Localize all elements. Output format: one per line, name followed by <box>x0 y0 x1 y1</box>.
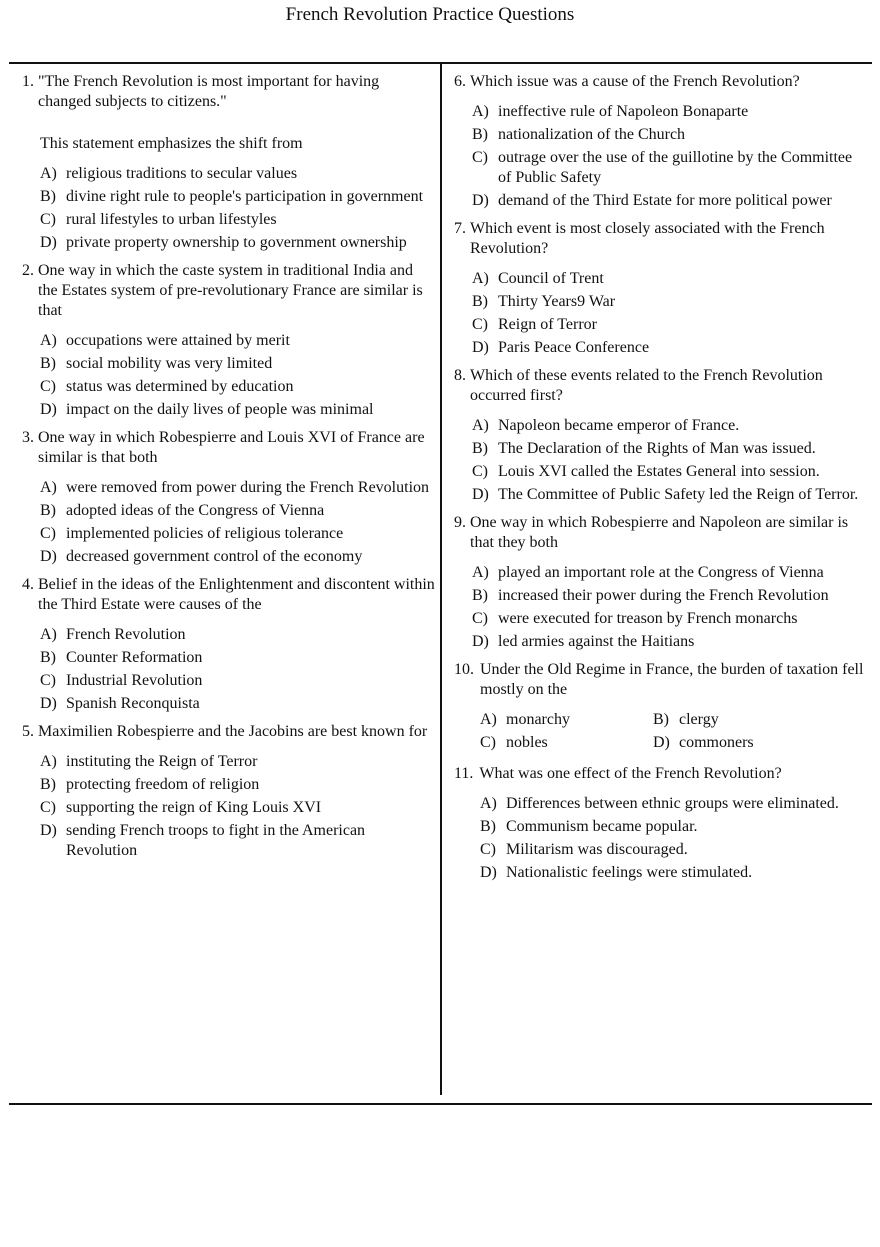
answer-option[interactable] <box>40 671 436 691</box>
option-text: played an important role at the Congress of Vienna <box>498 564 824 581</box>
option-letter: B) <box>653 711 669 728</box>
option-text: status was determined by education <box>66 378 294 395</box>
option-letter: A) <box>472 103 489 120</box>
answer-option[interactable] <box>480 863 869 883</box>
answer-option[interactable] <box>40 164 436 184</box>
option-letter: C) <box>40 211 56 228</box>
question-number: 9. <box>454 514 466 531</box>
option-text: Differences between ethnic groups were eliminated. <box>506 795 839 812</box>
answer-option[interactable] <box>40 752 436 772</box>
answer-option[interactable] <box>472 102 869 122</box>
question-number: 5. <box>22 723 34 740</box>
option-text: Council of Trent <box>498 270 604 287</box>
question-header <box>454 219 869 259</box>
answer-option[interactable] <box>40 210 436 230</box>
answer-option[interactable] <box>40 625 436 645</box>
question <box>22 428 436 567</box>
option-text: instituting the Reign of Terror <box>66 753 258 770</box>
answer-option[interactable] <box>472 485 869 505</box>
answer-options <box>454 102 869 211</box>
answer-option[interactable] <box>40 400 436 420</box>
answer-option[interactable] <box>40 798 436 818</box>
answer-options <box>22 164 436 253</box>
option-text: social mobility was very limited <box>66 355 273 372</box>
option-letter: B) <box>40 776 56 793</box>
answer-option[interactable] <box>472 148 869 188</box>
left-column <box>22 72 436 869</box>
option-text: were removed from power during the French Revolution <box>66 479 430 496</box>
question <box>22 575 436 714</box>
answer-options <box>454 416 869 505</box>
answer-option[interactable] <box>472 609 869 629</box>
answer-option[interactable] <box>480 710 653 730</box>
answer-option[interactable] <box>472 563 869 583</box>
option-letter: D) <box>40 548 57 565</box>
option-letter: C) <box>472 463 488 480</box>
question-number: 2. <box>22 262 34 279</box>
question-text: Which of these events related to the French Revolution occurred first? <box>470 367 823 404</box>
answer-option[interactable] <box>40 501 436 521</box>
option-text: monarchy <box>506 711 570 728</box>
question-text: One way in which the caste system in traditional India and the Estates system of pre-revolutionary France are similar is that <box>38 262 423 319</box>
column-divider <box>440 64 442 1095</box>
answer-option[interactable] <box>40 478 436 498</box>
answer-option[interactable] <box>472 632 869 652</box>
question-header <box>454 660 869 700</box>
option-text: Militarism was discouraged. <box>506 841 688 858</box>
question <box>22 261 436 420</box>
answer-option[interactable] <box>40 821 436 861</box>
option-text: occupations were attained by merit <box>66 332 290 349</box>
bottom-rule <box>9 1103 872 1105</box>
option-letter: C) <box>472 149 488 166</box>
question-number: 1. <box>22 73 34 90</box>
question-text: Which issue was a cause of the French Revolution? <box>470 73 800 90</box>
question-text: Which event is most closely associated with the French Revolution? <box>470 220 825 257</box>
answer-option[interactable] <box>40 377 436 397</box>
option-letter: B) <box>40 188 56 205</box>
question-number: 4. <box>22 576 34 593</box>
option-letter: B) <box>472 293 488 310</box>
question-text: Belief in the ideas of the Enlightenment and discontent within the Third Estate were causes of the <box>38 576 435 613</box>
question-header <box>454 764 869 784</box>
answer-option[interactable] <box>472 269 869 289</box>
option-letter: A) <box>480 711 497 728</box>
option-text: supporting the reign of King Louis XVI <box>66 799 322 816</box>
question-header <box>22 72 436 112</box>
question-stem: This statement emphasizes the shift from <box>40 135 303 152</box>
answer-option[interactable] <box>472 439 869 459</box>
question <box>22 722 436 861</box>
option-text: impact on the daily lives of people was minimal <box>66 401 374 418</box>
answer-option[interactable] <box>480 817 869 837</box>
option-letter: B) <box>40 502 56 519</box>
question <box>454 513 869 652</box>
answer-option[interactable] <box>472 462 869 482</box>
option-letter: A) <box>472 564 489 581</box>
question-number: 6. <box>454 73 466 90</box>
answer-option[interactable] <box>40 331 436 351</box>
option-text: Reign of Terror <box>498 316 597 333</box>
option-letter: C) <box>40 799 56 816</box>
option-letter: D) <box>472 486 489 503</box>
answer-option[interactable] <box>40 187 436 207</box>
question-text: One way in which Robespierre and Napoleon are similar is that they both <box>470 514 849 551</box>
answer-options <box>22 752 436 861</box>
option-text: The Committee of Public Safety led the Reign of Terror. <box>498 486 859 503</box>
question-header <box>22 575 436 615</box>
question <box>454 660 869 756</box>
option-letter: D) <box>472 633 489 650</box>
answer-option[interactable] <box>40 354 436 374</box>
answer-option[interactable] <box>472 292 869 312</box>
answer-options <box>454 710 869 756</box>
option-letter: B) <box>472 587 488 604</box>
option-text: divine right rule to people's participation in government <box>66 188 424 205</box>
question-header <box>454 366 869 406</box>
option-text: nationalization of the Church <box>498 126 686 143</box>
option-letter: C) <box>472 610 488 627</box>
answer-options <box>454 563 869 652</box>
question <box>454 764 869 883</box>
answer-options <box>22 625 436 714</box>
option-text: Spanish Reconquista <box>66 695 200 712</box>
answer-option[interactable] <box>40 547 436 567</box>
question-header <box>22 261 436 321</box>
answer-options <box>454 794 869 883</box>
option-text: clergy <box>679 711 719 728</box>
option-letter: D) <box>480 864 497 881</box>
option-text: led armies against the Haitians <box>498 633 695 650</box>
page-title: French Revolution Practice Questions <box>285 4 575 25</box>
question-text: "The French Revolution is most important for having changed subjects to citizens." <box>38 73 380 110</box>
answer-option[interactable] <box>472 191 869 211</box>
option-text: The Declaration of the Rights of Man was issued. <box>498 440 816 457</box>
question-header <box>22 428 436 468</box>
option-letter: A) <box>40 626 57 643</box>
option-text: Industrial Revolution <box>66 672 203 689</box>
answer-option[interactable] <box>40 648 436 668</box>
option-text: private property ownership to government ownership <box>66 234 407 251</box>
question-header <box>454 72 869 92</box>
option-text: outrage over the use of the guillotine by the Committee of Public Safety <box>498 149 853 186</box>
option-text: Louis XVI called the Estates General into session. <box>498 463 820 480</box>
answer-option[interactable] <box>472 315 869 335</box>
question-number: 7. <box>454 220 466 237</box>
option-text: Counter Reformation <box>66 649 203 666</box>
option-letter: A) <box>480 795 497 812</box>
question-text: Under the Old Regime in France, the burden of taxation fell mostly on the <box>480 661 864 698</box>
option-letter: D) <box>653 734 670 751</box>
option-text: ineffective rule of Napoleon Bonaparte <box>498 103 749 120</box>
option-text: protecting freedom of religion <box>66 776 260 793</box>
question-number: 11. <box>454 765 474 782</box>
answer-option[interactable] <box>653 710 826 730</box>
right-column <box>454 72 869 891</box>
option-text: nobles <box>506 734 548 751</box>
option-letter: D) <box>40 234 57 251</box>
option-letter: C) <box>40 525 56 542</box>
option-letter: B) <box>472 440 488 457</box>
option-letter: D) <box>40 401 57 418</box>
option-letter: A) <box>40 332 57 349</box>
option-letter: C) <box>40 378 56 395</box>
option-letter: A) <box>472 270 489 287</box>
option-letter: C) <box>40 672 56 689</box>
option-text: Paris Peace Conference <box>498 339 650 356</box>
question-number: 3. <box>22 429 34 446</box>
option-letter: C) <box>472 316 488 333</box>
answer-option[interactable] <box>480 794 869 814</box>
option-letter: D) <box>40 822 57 839</box>
question <box>454 366 869 505</box>
option-text: were executed for treason by French monarchs <box>498 610 798 627</box>
option-letter: C) <box>480 841 496 858</box>
answer-option[interactable] <box>40 524 436 544</box>
answer-option[interactable] <box>472 125 869 145</box>
answer-option[interactable] <box>40 233 436 253</box>
question-number: 10. <box>454 661 474 678</box>
option-letter: A) <box>472 417 489 434</box>
answer-option[interactable] <box>40 694 436 714</box>
option-text: commoners <box>679 734 754 751</box>
option-letter: A) <box>40 165 57 182</box>
answer-option[interactable] <box>40 775 436 795</box>
option-text: Communism became popular. <box>506 818 698 835</box>
option-letter: A) <box>40 479 57 496</box>
option-text: decreased government control of the economy <box>66 548 363 565</box>
answer-option[interactable] <box>472 416 869 436</box>
answer-options <box>454 269 869 358</box>
option-letter: B) <box>40 355 56 372</box>
option-text: increased their power during the French Revolution <box>498 587 829 604</box>
question-text: What was one effect of the French Revolution? <box>479 765 782 782</box>
option-text: implemented policies of religious tolerance <box>66 525 344 542</box>
option-text: Thirty Years9 War <box>498 293 616 310</box>
question-number: 8. <box>454 367 466 384</box>
answer-option[interactable] <box>480 733 653 753</box>
answer-option[interactable] <box>472 586 869 606</box>
answer-options <box>22 331 436 420</box>
option-text: sending French troops to fight in the American Revolution <box>66 822 366 859</box>
option-letter: D) <box>472 339 489 356</box>
answer-option[interactable] <box>480 840 869 860</box>
question-text: Maximilien Robespierre and the Jacobins are best known for <box>38 723 428 740</box>
answer-options <box>22 478 436 567</box>
option-text: French Revolution <box>66 626 186 643</box>
option-text: adopted ideas of the Congress of Vienna <box>66 502 325 519</box>
option-text: demand of the Third Estate for more political power <box>498 192 832 209</box>
option-letter: D) <box>40 695 57 712</box>
option-letter: B) <box>40 649 56 666</box>
question-header <box>454 513 869 553</box>
question <box>454 219 869 358</box>
question-text: One way in which Robespierre and Louis XVI of France are similar is that both <box>38 429 425 466</box>
answer-option[interactable] <box>653 733 826 753</box>
question <box>454 72 869 211</box>
option-text: religious traditions to secular values <box>66 165 298 182</box>
option-letter: A) <box>40 753 57 770</box>
option-letter: B) <box>472 126 488 143</box>
option-letter: D) <box>472 192 489 209</box>
question <box>22 72 436 253</box>
option-text: Nationalistic feelings were stimulated. <box>506 864 753 881</box>
option-letter: B) <box>480 818 496 835</box>
option-letter: C) <box>480 734 496 751</box>
option-text: Napoleon became emperor of France. <box>498 417 740 434</box>
question-header <box>22 722 436 742</box>
answer-option[interactable] <box>472 338 869 358</box>
option-text: rural lifestyles to urban lifestyles <box>66 211 277 228</box>
